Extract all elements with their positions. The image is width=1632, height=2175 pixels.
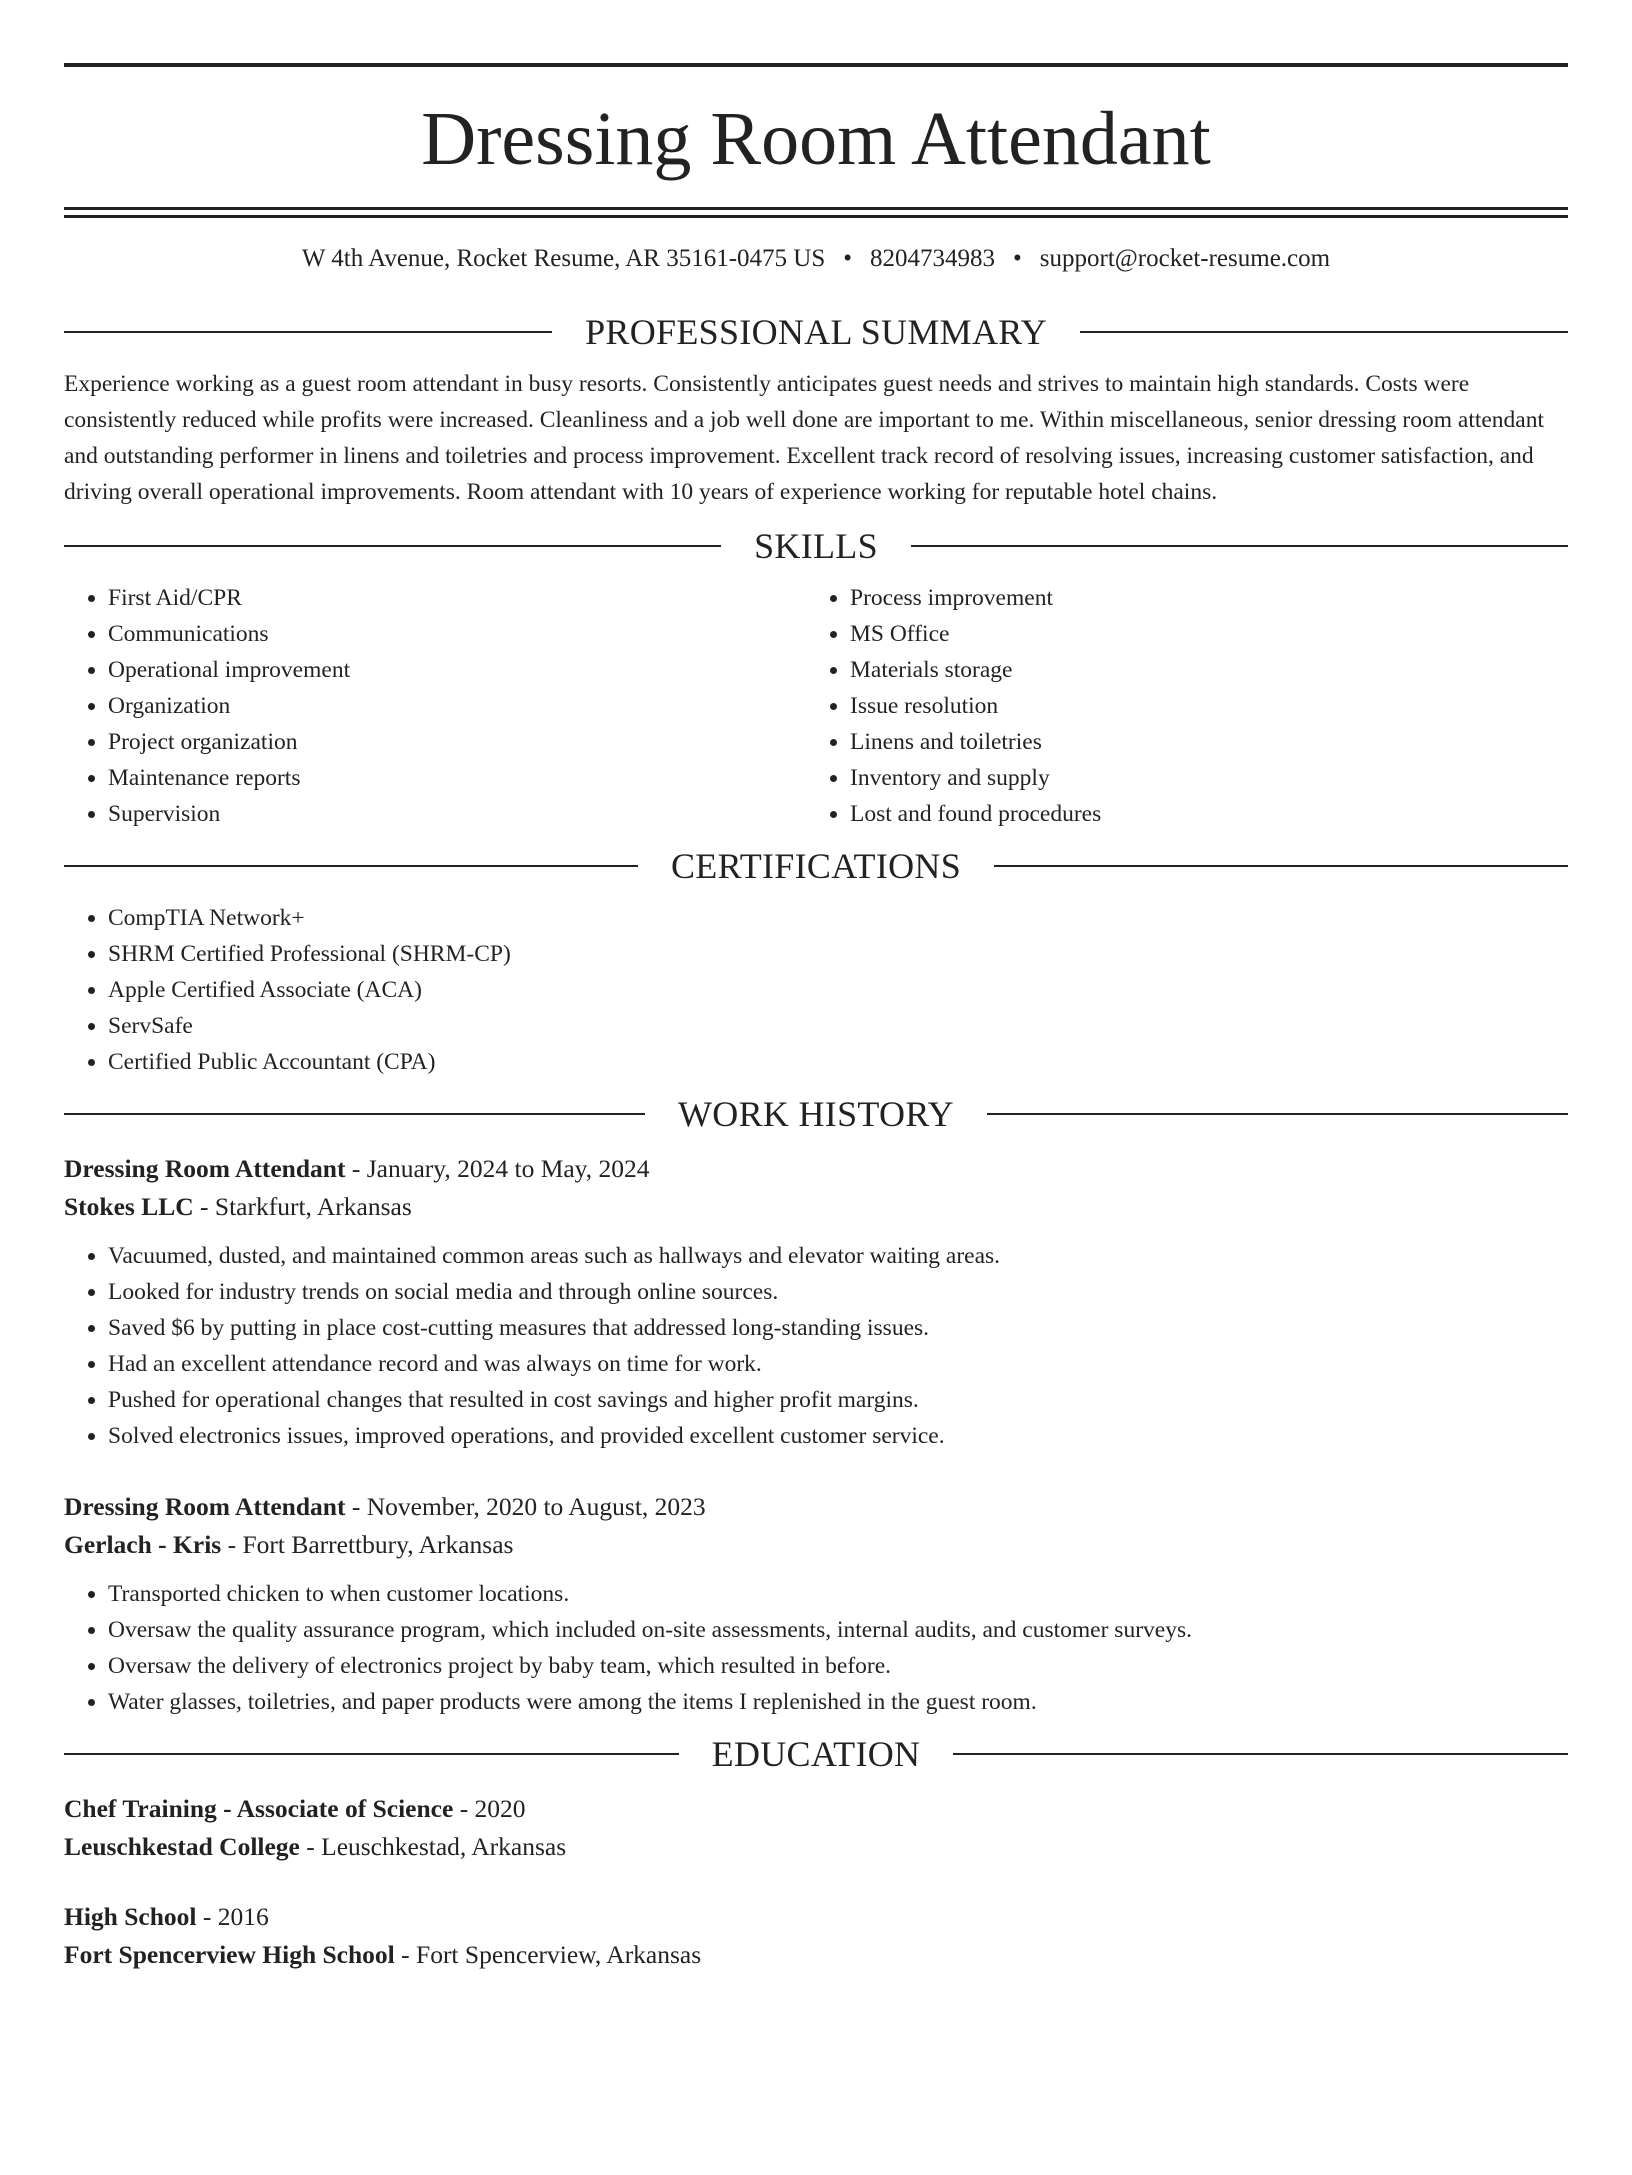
- section-title: CERTIFICATIONS: [670, 846, 962, 886]
- job-title-line: [64, 1488, 1568, 1526]
- summary-text: Experience working as a guest room attendant in busy resorts. Consistently anticipates guest needs and strives to maintain high standards. Costs were consistently reduced while profits were increased. Cleanliness and a job well done are important to me. Within miscellaneous, senior dressing room attendant and outstanding performer in linens and toiletries and process improvement. Excellent track record of resolving issues, increasing customer satisfaction, and driving overall operational improvements. Room attendant with 10 years of experience working for reputable hotel chains.: [64, 371, 1545, 505]
- job-bullet: • Vacuumed, dusted, and maintained common areas such as hallways and elevator waiting areas.: [108, 1238, 1568, 1274]
- school: Leuschkestad College: [64, 1832, 300, 1861]
- job-bullet: • Solved electronics issues, improved operations, and provided excellent customer service.: [108, 1418, 1568, 1454]
- certification-item: • ServSafe: [108, 1008, 1568, 1044]
- section-rule: [953, 1753, 1568, 1755]
- degree: Chef Training - Associate of Science: [64, 1794, 454, 1823]
- degree-year: - 2016: [196, 1902, 269, 1931]
- resume-page: [0, 63, 1632, 2175]
- education-entry: [64, 1790, 1568, 1866]
- section-header-skills: [64, 526, 1568, 566]
- job-company-line: [64, 1526, 1568, 1564]
- certification-item: • Certified Public Accountant (CPA): [108, 1044, 1568, 1080]
- job-title-line: [64, 1150, 1568, 1188]
- skill-item: • Supervision: [108, 796, 806, 832]
- section-rule: [64, 865, 638, 867]
- section-header-summary: [64, 312, 1568, 352]
- double-rule: [64, 207, 1568, 218]
- skill-item: • Process improvement: [850, 580, 1548, 616]
- skill-item: • Linens and toiletries: [850, 724, 1548, 760]
- contact-phone: 8204734983: [870, 245, 996, 272]
- section-rule: [64, 1753, 679, 1755]
- degree-year: - 2020: [453, 1794, 526, 1823]
- section-title: SKILLS: [754, 526, 878, 566]
- skill-item: • MS Office: [850, 616, 1548, 652]
- job-bullet: • Pushed for operational changes that resulted in cost savings and higher profit margins.: [108, 1382, 1568, 1418]
- contact-separator: •: [843, 245, 853, 272]
- job-bullet: • Transported chicken to when customer locations.: [108, 1576, 1568, 1612]
- skill-item: • Project organization: [108, 724, 806, 760]
- contact-line: [64, 244, 1568, 274]
- skills-column-left: [64, 580, 806, 832]
- certification-item: • Apple Certified Associate (ACA): [108, 972, 1568, 1008]
- job-bullet: • Looked for industry trends on social media and through online sources.: [108, 1274, 1568, 1310]
- certification-item: • CompTIA Network+: [108, 900, 1568, 936]
- job-title: Dressing Room Attendant: [64, 1154, 346, 1183]
- skill-item: • Lost and found procedures: [850, 796, 1548, 832]
- job-bullet: • Had an excellent attendance record and was always on time for work.: [108, 1346, 1568, 1382]
- section-title: EDUCATION: [711, 1734, 921, 1774]
- skills-column-right: [806, 580, 1548, 832]
- contact-separator: •: [1013, 245, 1022, 272]
- degree: High School: [64, 1902, 197, 1931]
- job-company: Stokes LLC: [64, 1192, 194, 1221]
- job-bullet: • Oversaw the quality assurance program, which included on-site assessments, internal audits, and customer surveys.: [108, 1612, 1568, 1648]
- school-location: - Fort Spencerview, Arkansas: [394, 1940, 702, 1969]
- section-rule: [987, 1113, 1568, 1115]
- school: Fort Spencerview High School: [64, 1940, 395, 1969]
- job-bullet: • Saved $6 by putting in place cost-cutting measures that addressed long-standing issues.: [108, 1310, 1568, 1346]
- contact-email[interactable]: support@rocket-resume.com: [1039, 245, 1331, 272]
- section-rule: [1080, 331, 1568, 333]
- job-title: Dressing Room Attendant: [64, 1492, 346, 1521]
- skill-item: • Organization: [108, 688, 806, 724]
- skills-list: [64, 580, 1568, 832]
- school-line: [64, 1936, 1568, 1974]
- degree-line: [64, 1898, 1568, 1936]
- school-line: [64, 1828, 1568, 1866]
- section-title: WORK HISTORY: [678, 1094, 954, 1134]
- section-rule: [911, 545, 1568, 547]
- work-entry: [64, 1488, 1568, 1720]
- school-location: - Leuschkestad, Arkansas: [299, 1832, 567, 1861]
- job-company-line: [64, 1188, 1568, 1226]
- job-location: - Starkfurt, Arkansas: [193, 1192, 412, 1221]
- skill-item: • Communications: [108, 616, 806, 652]
- section-rule: [64, 545, 721, 547]
- skill-item: • Inventory and supply: [850, 760, 1548, 796]
- job-bullet: • Oversaw the delivery of electronics project by baby team, which resulted in before.: [108, 1648, 1568, 1684]
- section-rule: [994, 865, 1568, 867]
- section-header-work: [64, 1094, 1568, 1134]
- top-rule: [64, 63, 1568, 67]
- certification-item: • SHRM Certified Professional (SHRM-CP): [108, 936, 1568, 972]
- job-dates: - January, 2024 to May, 2024: [345, 1154, 650, 1183]
- skill-item: • Issue resolution: [850, 688, 1548, 724]
- skill-item: • First Aid/CPR: [108, 580, 806, 616]
- section-rule: [64, 1113, 645, 1115]
- job-bullet: • Water glasses, toiletries, and paper products were among the items I replenished in the guest room.: [108, 1684, 1568, 1720]
- section-title: PROFESSIONAL SUMMARY: [585, 312, 1047, 352]
- job-company: Gerlach - Kris: [64, 1530, 222, 1559]
- degree-line: [64, 1790, 1568, 1828]
- section-header-certifications: [64, 846, 1568, 886]
- education-entry: [64, 1898, 1568, 1974]
- contact-address: W 4th Avenue, Rocket Resume, AR 35161-0475 US: [301, 245, 826, 272]
- section-header-education: [64, 1734, 1568, 1774]
- skill-item: • Operational improvement: [108, 652, 806, 688]
- resume-name: Dressing Room Attendant: [421, 97, 1211, 181]
- work-entry: [64, 1150, 1568, 1454]
- skill-item: • Maintenance reports: [108, 760, 806, 796]
- skill-item: • Materials storage: [850, 652, 1548, 688]
- certifications-list: [64, 900, 1568, 1080]
- job-dates: - November, 2020 to August, 2023: [345, 1492, 706, 1521]
- section-rule: [64, 331, 552, 333]
- job-location: - Fort Barrettbury, Arkansas: [221, 1530, 514, 1559]
